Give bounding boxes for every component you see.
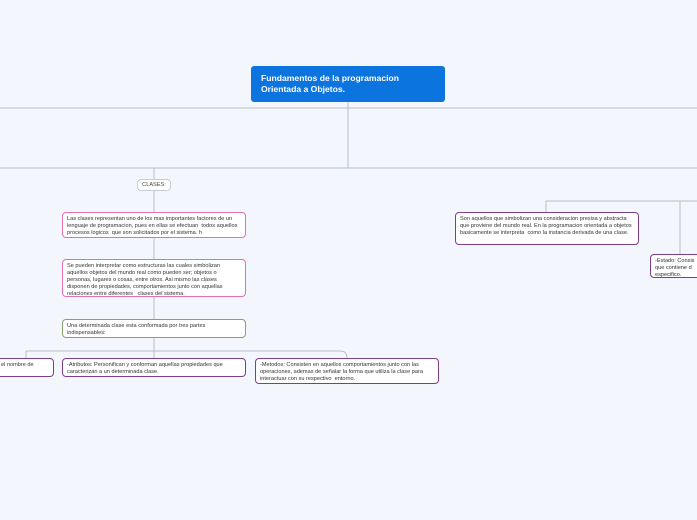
estado-node[interactable]: -Estado: Consis que contiene d especifico.: [650, 254, 697, 278]
metodos-node[interactable]: -Metodos: Consisten en aquellos comportamientos junto con las operaciones, ademas de señalar la forma que utiliza la clase para interactuar con su respectivo entorno.: [255, 358, 439, 384]
atributos-node[interactable]: -Atributos: Personifican y conforman aquellas propiedades que caracterizan a un determinada clase.: [62, 358, 246, 377]
objetos-definition-node[interactable]: Son aquellos que simbolizan una consideracion presisa y abstracta que proviene del mundo real. En la programacion orientada a objetos basicamente se interpreta como la instancia derivada de una clase.: [455, 212, 639, 245]
clases-estructuras-node[interactable]: Se pueden interpretar como estructuras las cuales simbolizan aquellos objetos del mundo real como pueden ser; objetos o personas, lugares o cosas, entre otros. Asi mismo las clases disponen de propiedades, comportamientos junto con aquellas relaciones entre diferentes clases del sistema.: [62, 259, 246, 297]
root-topic[interactable]: Fundamentos de la programacion Orientada a Objetos.: [251, 66, 445, 102]
clases-definition-node[interactable]: Las clases representan uno de los mas importantes factores de un lenguaje de programacion, pues en ellas se efectuan todos aquellos procesos logicos que son solicitados por el sistema. h: [62, 212, 246, 238]
clases-conformada-node[interactable]: Una determinada clase esta conformada por tres partes indispensables:: [62, 319, 246, 338]
clases-topic[interactable]: CLASES:: [137, 179, 171, 191]
nombre-node[interactable]: el nombre de: [0, 358, 54, 377]
